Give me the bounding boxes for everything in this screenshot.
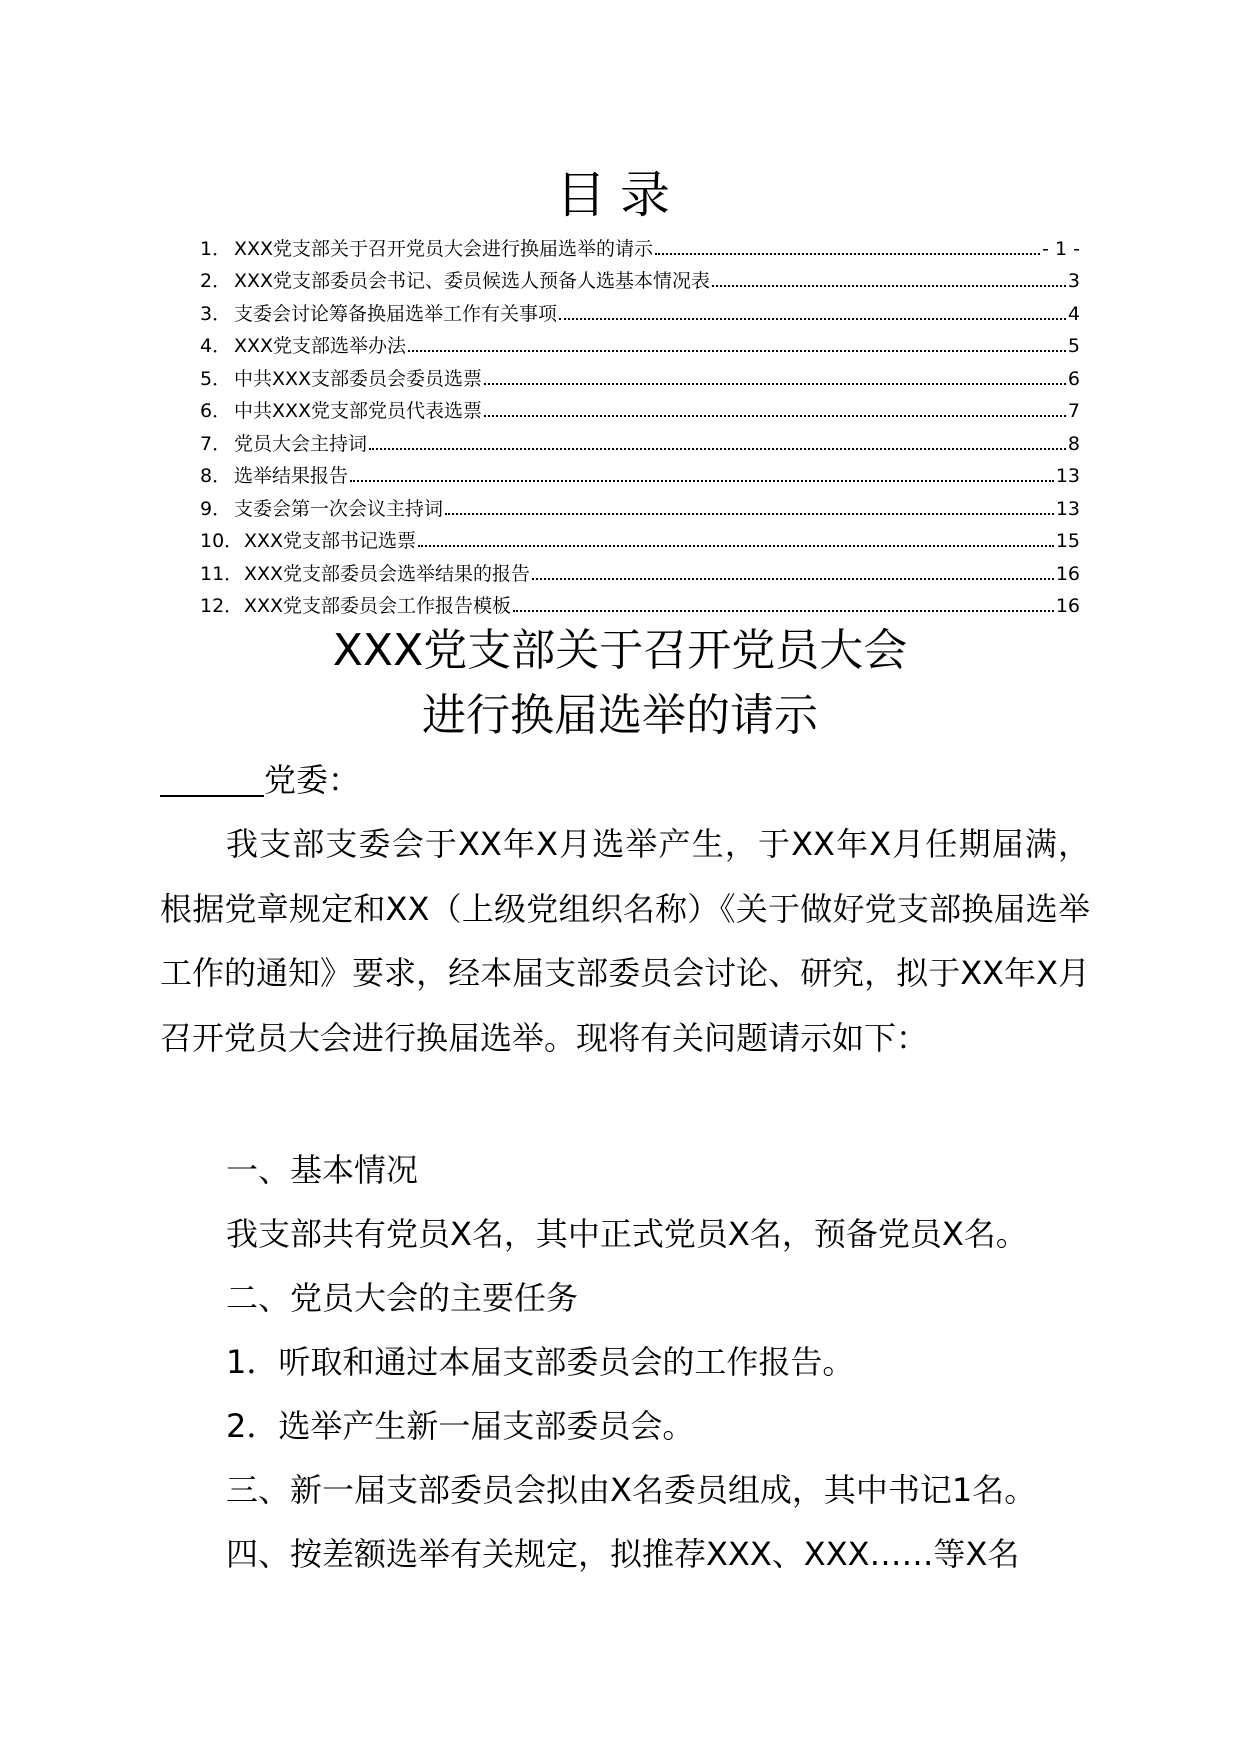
- toc-entry-page: - 1 -: [1042, 237, 1080, 260]
- toc-entry-text: XXX党支部委员会书记、委员候选人预备人选基本情况表: [234, 270, 711, 292]
- toc-entry-text: XXX党支部选举办法: [234, 335, 407, 357]
- toc-leader-dots: [408, 349, 1066, 352]
- document-title-line-1: XXX党支部关于召开党员大会: [332, 625, 908, 676]
- toc-entry-page: 6: [1067, 367, 1080, 390]
- toc-title: 目录: [556, 166, 684, 224]
- toc-entry-number: 10．: [200, 530, 244, 552]
- toc-entry[interactable]: [200, 521, 1080, 554]
- section-heading: 一、基本情况: [226, 1151, 419, 1189]
- list-item: 2．选举产生新一届支部委员会。: [226, 1407, 695, 1445]
- toc-leader-dots: [445, 512, 1054, 515]
- toc-entry-page: 13: [1055, 465, 1080, 487]
- recipient-blank-line[interactable]: [160, 765, 264, 797]
- toc-entry-page: 15: [1055, 530, 1080, 552]
- toc-entry-text: 选举结果报告: [234, 465, 349, 487]
- toc-entry-number: 12．: [200, 595, 244, 617]
- toc-entry[interactable]: [200, 456, 1080, 489]
- section-heading: 二、党员大会的主要任务: [226, 1279, 579, 1317]
- toc-entry-number: 1．: [200, 237, 232, 260]
- toc-entry-text: 中共XXX支部委员会委员选票: [234, 367, 483, 390]
- toc-entry-number: 8．: [200, 465, 232, 487]
- toc-entry[interactable]: [200, 293, 1080, 326]
- toc-entry[interactable]: [200, 228, 1080, 261]
- salutation: [160, 758, 360, 802]
- toc-entry-number: 4．: [200, 335, 232, 357]
- toc-entry-number: 6．: [200, 400, 232, 422]
- toc-entry[interactable]: [200, 488, 1080, 521]
- toc-leader-dots: [369, 447, 1066, 450]
- toc-entry-text: XXX党支部书记选票: [244, 530, 417, 552]
- toc-entry-number: 9．: [200, 497, 232, 520]
- toc-entry-page: 4: [1067, 302, 1080, 325]
- toc-entry-text: XXX党支部关于召开党员大会进行换届选举的请示: [234, 237, 654, 260]
- toc-leader-dots: [655, 252, 1040, 255]
- toc-entry-text: XXX党支部委员会选举结果的报告: [244, 562, 531, 585]
- toc-entry[interactable]: [200, 326, 1080, 359]
- toc-leader-dots: [559, 317, 1066, 320]
- intro-paragraph-block: [160, 812, 1090, 1070]
- document-title-line-2: 进行换届选举的请示: [422, 690, 818, 741]
- toc-entry-number: 2．: [200, 270, 232, 292]
- toc-entry-page: 16: [1055, 562, 1080, 585]
- section-heading: 四、按差额选举有关规定，拟推荐XXX、XXX……等X名: [226, 1535, 1020, 1573]
- toc-entry-page: 5: [1067, 335, 1080, 357]
- toc-entry[interactable]: [200, 358, 1080, 391]
- toc-entry-page: 3: [1067, 270, 1080, 292]
- section-heading: 三、新一届支部委员会拟由X名委员组成，其中书记1名。: [226, 1471, 1037, 1509]
- toc-leader-dots: [418, 544, 1054, 547]
- toc-entry-text: 支委会第一次会议主持词: [234, 497, 444, 520]
- toc-entry-number: 7．: [200, 432, 232, 455]
- toc-entry[interactable]: [200, 261, 1080, 294]
- toc-leader-dots: [712, 284, 1066, 287]
- toc-leader-dots: [513, 609, 1054, 612]
- toc-entry-text: 党员大会主持词: [234, 432, 368, 455]
- toc-entry[interactable]: [200, 423, 1080, 456]
- toc-entry-text: 中共XXX党支部党员代表选票: [234, 400, 483, 422]
- toc-entry[interactable]: [200, 553, 1080, 586]
- toc-leader-dots: [484, 414, 1066, 417]
- toc-entry-number: 11．: [200, 562, 244, 585]
- toc-entry-page: 7: [1067, 400, 1080, 422]
- toc-entry-number: 3．: [200, 302, 232, 325]
- toc-entry-number: 5．: [200, 367, 232, 390]
- toc-entry-text: 支委会讨论筹备换届选举工作有关事项: [234, 302, 558, 325]
- toc-leader-dots: [350, 479, 1054, 482]
- toc-entry-text: XXX党支部委员会工作报告模板: [244, 595, 512, 617]
- toc-entry-page: 8: [1067, 432, 1080, 455]
- list-item: 1．听取和通过本届支部委员会的工作报告。: [226, 1343, 855, 1381]
- toc-leader-dots: [532, 577, 1054, 580]
- body-line: 我支部共有党员X名，其中正式党员X名，预备党员X名。: [226, 1215, 1028, 1253]
- toc-entry-page: 13: [1055, 497, 1080, 520]
- toc-entry-page: 16: [1055, 595, 1080, 617]
- toc-entry[interactable]: [200, 586, 1080, 619]
- table-of-contents: [200, 228, 1080, 618]
- salutation-text: 党委：: [264, 761, 361, 799]
- toc-leader-dots: [484, 382, 1066, 385]
- toc-entry[interactable]: [200, 391, 1080, 424]
- intro-paragraph: 我支部支委会于XX年X月选举产生，于XX年X月任期届满，根据党章规定和XX（上级党组织名称）《关于做好党支部换届选举工作的通知》要求，经本届支部委员会讨论、研究，拟于XX年X月召开党员大会进行换届选举。现将有关问题请示如下：: [160, 825, 1090, 1057]
